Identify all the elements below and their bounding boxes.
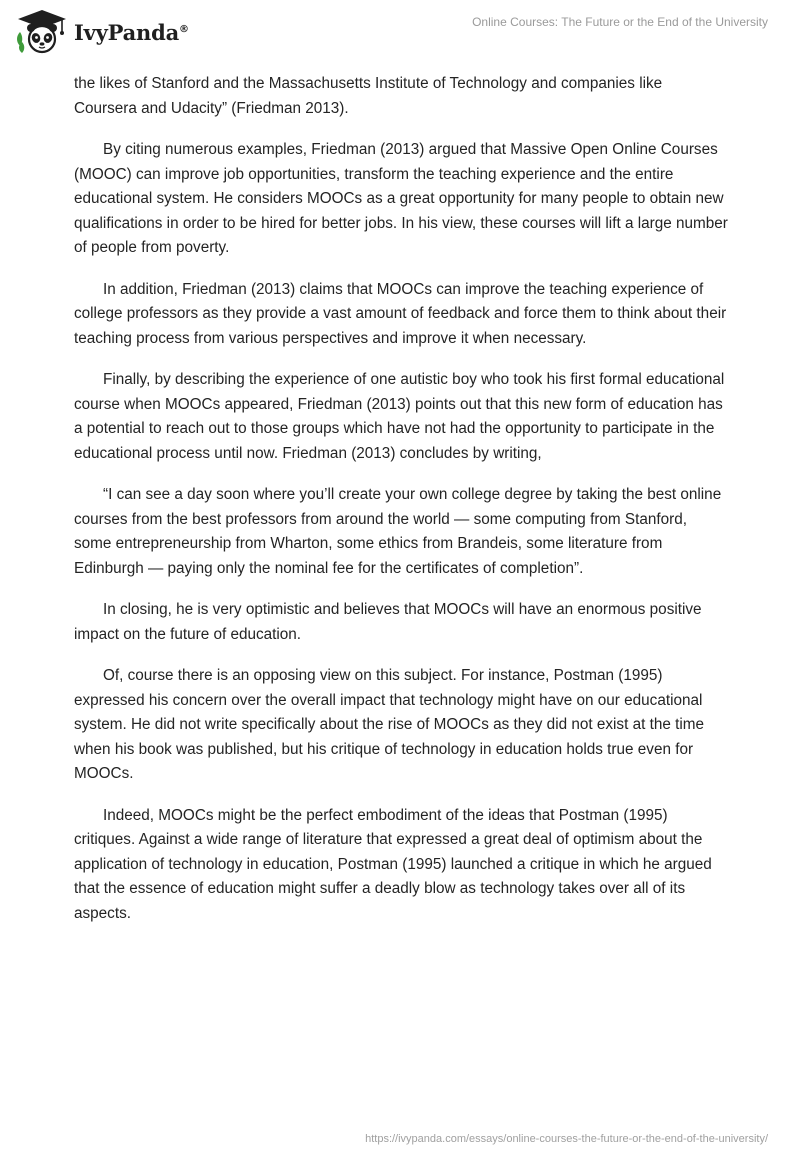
document-title: Online Courses: The Future or the End of the University	[472, 15, 768, 29]
quote-paragraph: “I can see a day soon where you’ll create your own college degree by taking the best online courses from the best professors from around the world — some computing from Stanford, some entrepreneurship from Wharton, some ethics from Brandeis, some literature from Edinburgh — paying only the nominal fee for the certificates of completion”.	[74, 486, 722, 577]
essay-body	[74, 72, 728, 943]
source-url[interactable]: https://ivypanda.com/essays/online-courses-the-future-or-the-end-of-the-university/	[365, 1133, 768, 1145]
page-header	[0, 0, 800, 62]
paragraph: In addition, Friedman (2013) claims that MOOCs can improve the teaching experience of college professors as they provide a vast amount of feedback and force them to think about their teaching process from various perspectives and improve it when necessary.	[74, 280, 727, 347]
paragraph: By citing numerous examples, Friedman (2013) argued that Massive Open Online Courses (MOOC) can improve job opportunities, transform the teaching experience and the entire educational system. He considers MOOCs as a great opportunity for many people to obtain new qualifications in order to be hired for better jobs. In his view, these courses will lift a large number of people from poverty.	[74, 141, 728, 256]
panda-graduate-logo-icon	[14, 8, 70, 54]
ivypanda-logo[interactable]	[14, 8, 189, 54]
paragraph: In closing, he is very optimistic and believes that MOOCs will have an enormous positive impact on the future of education.	[74, 601, 702, 643]
paragraph: Indeed, MOOCs might be the perfect embodiment of the ideas that Postman (1995) critiques. Against a wide range of literature that expressed a great deal of optimism about the application of technology in education, Postman (1995) launched a critique in which he argued that the essence of education might suffer a deadly blow as technology takes over all of its aspects.	[74, 806, 712, 922]
paragraph: the likes of Stanford and the Massachusetts Institute of Technology and companies like Coursera and Udacity” (Friedman 2013).	[74, 75, 663, 117]
paragraph: Finally, by describing the experience of one autistic boy who took his first formal educational course when MOOCs appeared, Friedman (2013) points out that this new form of education has a potential to reach out to those groups which have not had the opportunity to participate in the educational process until now. Friedman (2013) concludes by writing,	[74, 371, 725, 462]
paragraph: Of, course there is an opposing view on this subject. For instance, Postman (1995) expressed his concern over the overall impact that technology might have on our educational system. He did not write specifically about the rise of MOOCs as they did not exist at the time when his book was published, but his critique of technology in education holds true even for MOOCs.	[74, 667, 704, 782]
logo-wordmark: IvyPanda®	[74, 19, 189, 45]
